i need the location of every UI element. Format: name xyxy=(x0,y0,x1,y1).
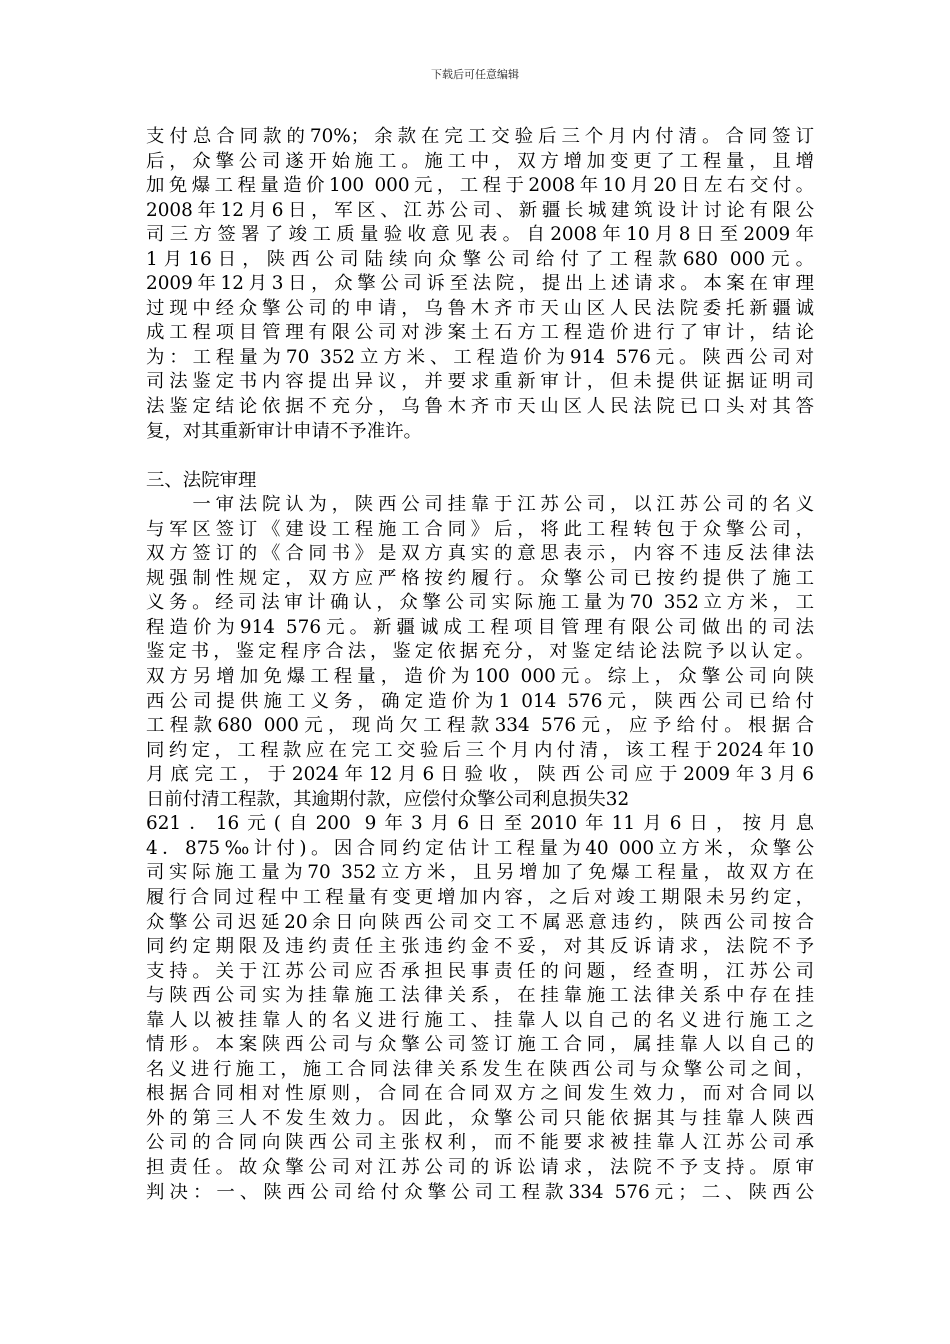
paragraph-gap xyxy=(146,444,814,469)
section-court-review xyxy=(146,493,814,1205)
text-line: 为：工程量为70 352立方米、工程造价为914 576元。陕西公司对 xyxy=(146,346,814,368)
section-heading: 三、法院审理 xyxy=(146,469,257,491)
text-line: 公司的合同向陕西公司主张权利，而不能要求被挂靠人江苏公司承 xyxy=(146,1132,814,1154)
text-line: 众擎公司迟延20余日向陕西公司交工不属恶意违约，陕西公司按合 xyxy=(146,911,814,933)
text-line: 2009年12月3日，众擎公司诉至法院，提出上述请求。本案在审理 xyxy=(146,273,814,295)
text-line: 靠人以被挂靠人的名义进行施工、挂靠人以自己的名义进行施工之 xyxy=(146,1009,814,1031)
text-line: 双方另增加免爆工程量，造价为100 000元。综上，众擎公司向陕 xyxy=(146,666,814,688)
text-line: 外的第三人不发生效力。因此，众擎公司只能依据其与挂靠人陕西 xyxy=(146,1107,814,1129)
text-line: 复，对其重新审计申请不予准许。 xyxy=(146,420,422,442)
text-line: 支持。关于江苏公司应否承担民事责任的问题，经查明，江苏公司 xyxy=(146,960,814,982)
text-line: 与军区签订《建设工程施工合同》后，将此工程转包于众擎公司， xyxy=(146,518,814,540)
document-body xyxy=(146,125,814,1205)
text-line: 根据合同相对性原则，合同在合同双方之间发生效力，而对合同以 xyxy=(146,1083,814,1105)
text-line: 司三方签署了竣工质量验收意见表。自2008年10月8日至2009年 xyxy=(146,224,814,246)
text-line: 4．875‰计付)。因合同约定估计工程量为40 000立方米，众擎公 xyxy=(146,837,814,859)
text-line: 加免爆工程量造价100 000元，工程于2008年10月20日左右交付。 xyxy=(146,175,814,197)
text-line: 判决：一、陕西公司给付众擎公司工程款334 576元；二、陕西公 xyxy=(146,1181,814,1203)
text-line: 成工程项目管理有限公司对涉案土石方工程造价进行了审计，结论 xyxy=(146,322,814,344)
text-line: 规强制性规定，双方应严格按约履行。众擎公司已按约提供了施工 xyxy=(146,567,814,589)
text-line: 司法鉴定书内容提出异议，并要求重新审计，但未提供证据证明司 xyxy=(146,371,814,393)
text-line: 履行合同过程中工程量有变更增加内容，之后对竣工期限未另约定， xyxy=(146,886,814,908)
text-line: 义务。经司法审计确认，众擎公司实际施工量为70 352立方米，工 xyxy=(146,592,814,614)
text-line: 担责任。故众擎公司对江苏公司的诉讼请求，法院不予支持。原审 xyxy=(146,1156,814,1178)
text-line: 与陕西公司实为挂靠施工法律关系，在挂靠施工法律关系中存在挂 xyxy=(146,985,814,1007)
text-line: 同约定，工程款应在完工交验后三个月内付清，该工程于2024年10 xyxy=(146,739,814,761)
text-line: 鉴定书，鉴定程序合法，鉴定依据充分，对鉴定结论法院予以认定。 xyxy=(146,641,814,663)
text-line: 双方签订的《合同书》是双方真实的意思表示，内容不违反法律法 xyxy=(146,543,814,565)
text-line: 情形。本案陕西公司与众擎公司签订施工合同，属挂靠人以自己的 xyxy=(146,1034,814,1056)
text-line: 月底完工，于2024年12月6日验收，陕西公司应于2009年3月6 xyxy=(146,764,814,786)
text-line: 支付总合同款的70%；余款在完工交验后三个月内付清。合同签订 xyxy=(146,126,814,147)
text-line: 621．16元(自200 9年3月6日至2010年11月6日，按月息 xyxy=(146,813,814,835)
page-header: 下载后可任意编辑 xyxy=(431,68,519,81)
text-line: 2008年12月6日，军区、江苏公司、新疆长城建筑设计讨论有限公 xyxy=(146,199,814,221)
text-line: 名义进行施工，施工合同法律关系发生在陕西公司与众擎公司之间， xyxy=(146,1058,814,1080)
text-line: 日前付清工程款，其逾期付款，应偿付众擎公司利息损失32 xyxy=(146,788,630,810)
text-line: 过现中经众擎公司的申请，乌鲁木齐市天山区人民法院委托新疆诚 xyxy=(146,297,814,319)
text-line: 后，众擎公司遂开始施工。施工中，双方增加变更了工程量，且增 xyxy=(146,150,814,172)
text-line: 工程款680 000元，现尚欠工程款334 576元，应予给付。根据合 xyxy=(146,715,814,737)
text-line: 一审法院认为，陕西公司挂靠于江苏公司，以江苏公司的名义 xyxy=(146,494,814,516)
text-line: 法鉴定结论依据不充分，乌鲁木齐市天山区人民法院已口头对其答 xyxy=(146,396,814,418)
text-line: 1月16日，陕西公司陆续向众擎公司给付了工程款680 000元。 xyxy=(146,248,814,270)
text-line: 司实际施工量为70 352立方米，且另增加了免爆工程量，故双方在 xyxy=(146,862,814,884)
section-facts-continued xyxy=(146,125,814,444)
text-line: 西公司提供施工义务，确定造价为1 014 576元，陕西公司已给付 xyxy=(146,690,814,712)
text-line: 程造价为914 576元。新疆诚成工程项目管理有限公司做出的司法 xyxy=(146,616,814,638)
text-line: 同约定期限及违约责任主张违约金不妥，对其反诉请求，法院不予 xyxy=(146,936,814,958)
